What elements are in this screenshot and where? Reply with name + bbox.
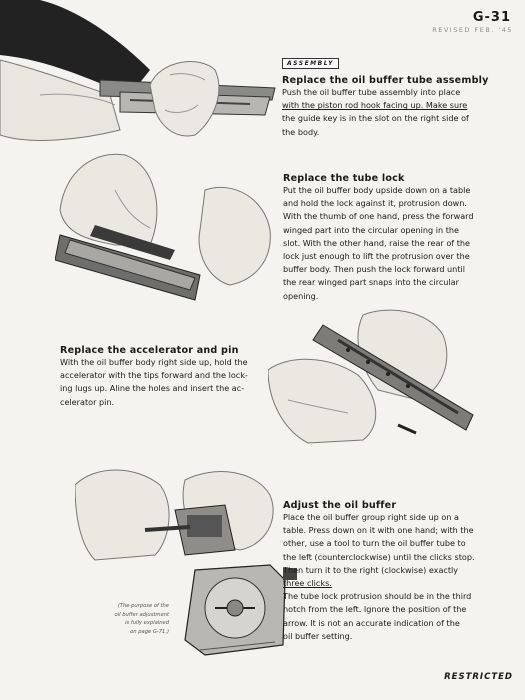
photo-adjust-oil-buffer [75, 455, 295, 565]
section-title: Replace the oil buffer tube assembly [282, 75, 489, 86]
assembly-badge: ASSEMBLY [282, 58, 339, 69]
page-number: G-31 [472, 10, 511, 25]
section-body: With the oil buffer body right side up, hold the accelerator with the tips forward and the lock- ing lugs up. Aline the holes and insert the ac- celerator pin. [60, 357, 248, 407]
section-oil-buffer-tube [282, 75, 489, 139]
section-title: Adjust the oil buffer [283, 500, 397, 511]
section-title: Replace the accelerator and pin [60, 345, 239, 356]
section-tube-lock [283, 173, 474, 303]
photo-caption: (The purpose of the oil buffer adjustment is fully explained on page G-71.) [114, 603, 169, 635]
photo-tube-lock [55, 150, 275, 320]
photo-oil-buffer-closeup [175, 560, 300, 665]
section-body: Put the oil buffer body upside down on a table and hold the lock against it, protrusion down. With the thumb of one hand, press the forward winged part into the circular opening in the slot. With the other hand, raise the rear of the lock just enough to lift the protrusion over the buffer body. Then push the lock forward until the rear winged part snaps into the circular opening. [283, 185, 474, 301]
section-accelerator-pin [60, 345, 248, 409]
section-body: Place the oil buffer group right side up on a table. Press down on it with one hand; with the other, use a tool to turn the oil buffer tube to the left (counterclockwise) until the clicks stop. Then turn it to the right (clockwise) exactly three clicks. The tube lock protrusion should be in the third notch from the left. Ignore the position of the arrow. It is not an accurate indication of the oil buffer setting. [283, 512, 475, 641]
section-body: Push the oil buffer tube assembly into place with the piston rod hook facing up. Make sure the guide key is in the slot on the right side of the body. [282, 87, 469, 137]
section-adjust-oil-buffer [283, 500, 475, 643]
photo-oil-buffer-tube-assembly [0, 0, 285, 150]
classification-footer: RESTRICTED [444, 672, 513, 682]
photo-accelerator-pin [268, 305, 500, 445]
revision-date: REVISED FEB. '45 [432, 26, 513, 34]
section-title: Replace the tube lock [283, 173, 405, 184]
